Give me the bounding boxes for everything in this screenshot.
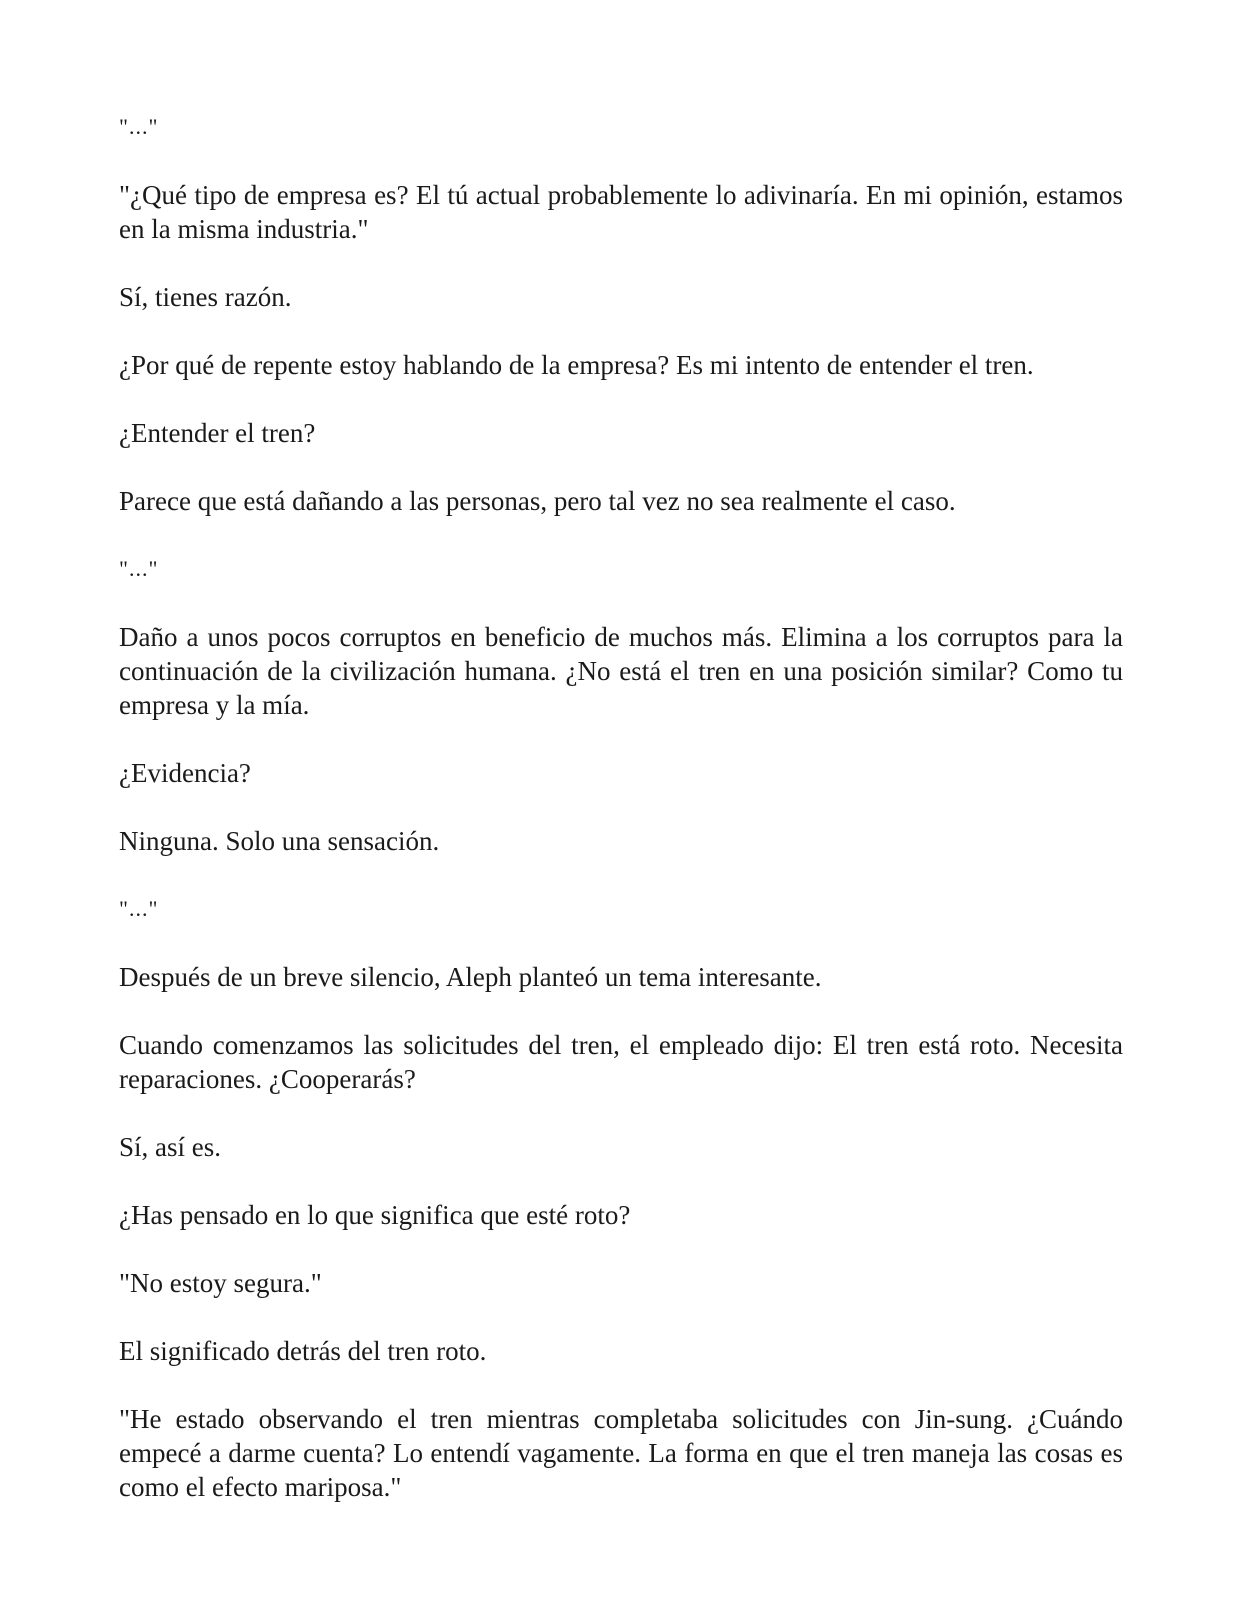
paragraph-ellipsis: "..." [119,556,159,581]
paragraph: Después de un breve silencio, Aleph planteó un tema interesante. [119,962,822,992]
paragraph: Parece que está dañando a las personas, pero tal vez no sea realmente el caso. [119,486,956,516]
paragraph: Sí, así es. [119,1132,222,1162]
paragraph: El significado detrás del tren roto. [119,1336,487,1366]
paragraph: "No estoy segura." [119,1268,322,1298]
paragraph: ¿Has pensado en lo que significa que esté roto? [119,1200,631,1230]
paragraph: ¿Evidencia? [119,758,251,788]
paragraph: "¿Qué tipo de empresa es? El tú actual probablemente lo adivinaría. En mi opinión, estamos en la misma industria." [119,180,1123,244]
paragraph-ellipsis: "..." [119,896,159,921]
paragraph: Ninguna. Solo una sensación. [119,826,440,856]
paragraph: ¿Entender el tren? [119,418,316,448]
paragraph: ¿Por qué de repente estoy hablando de la empresa? Es mi intento de entender el tren. [119,350,1034,380]
document-body [119,110,1123,1538]
paragraph: "He estado observando el tren mientras completaba solicitudes con Jin-sung. ¿Cuándo empecé a darme cuenta? Lo entendí vagamente. La forma en que el tren maneja las cosas es como el efecto mariposa." [119,1404,1123,1502]
paragraph: Sí, tienes razón. [119,282,292,312]
paragraph-ellipsis: "..." [119,114,159,139]
paragraph: Daño a unos pocos corruptos en beneficio de muchos más. Elimina a los corruptos para la continuación de la civilización humana. ¿No está el tren en una posición similar? Como tu empresa y la mía. [119,622,1123,720]
paragraph: Cuando comenzamos las solicitudes del tren, el empleado dijo: El tren está roto. Necesita reparaciones. ¿Cooperarás? [119,1030,1123,1094]
